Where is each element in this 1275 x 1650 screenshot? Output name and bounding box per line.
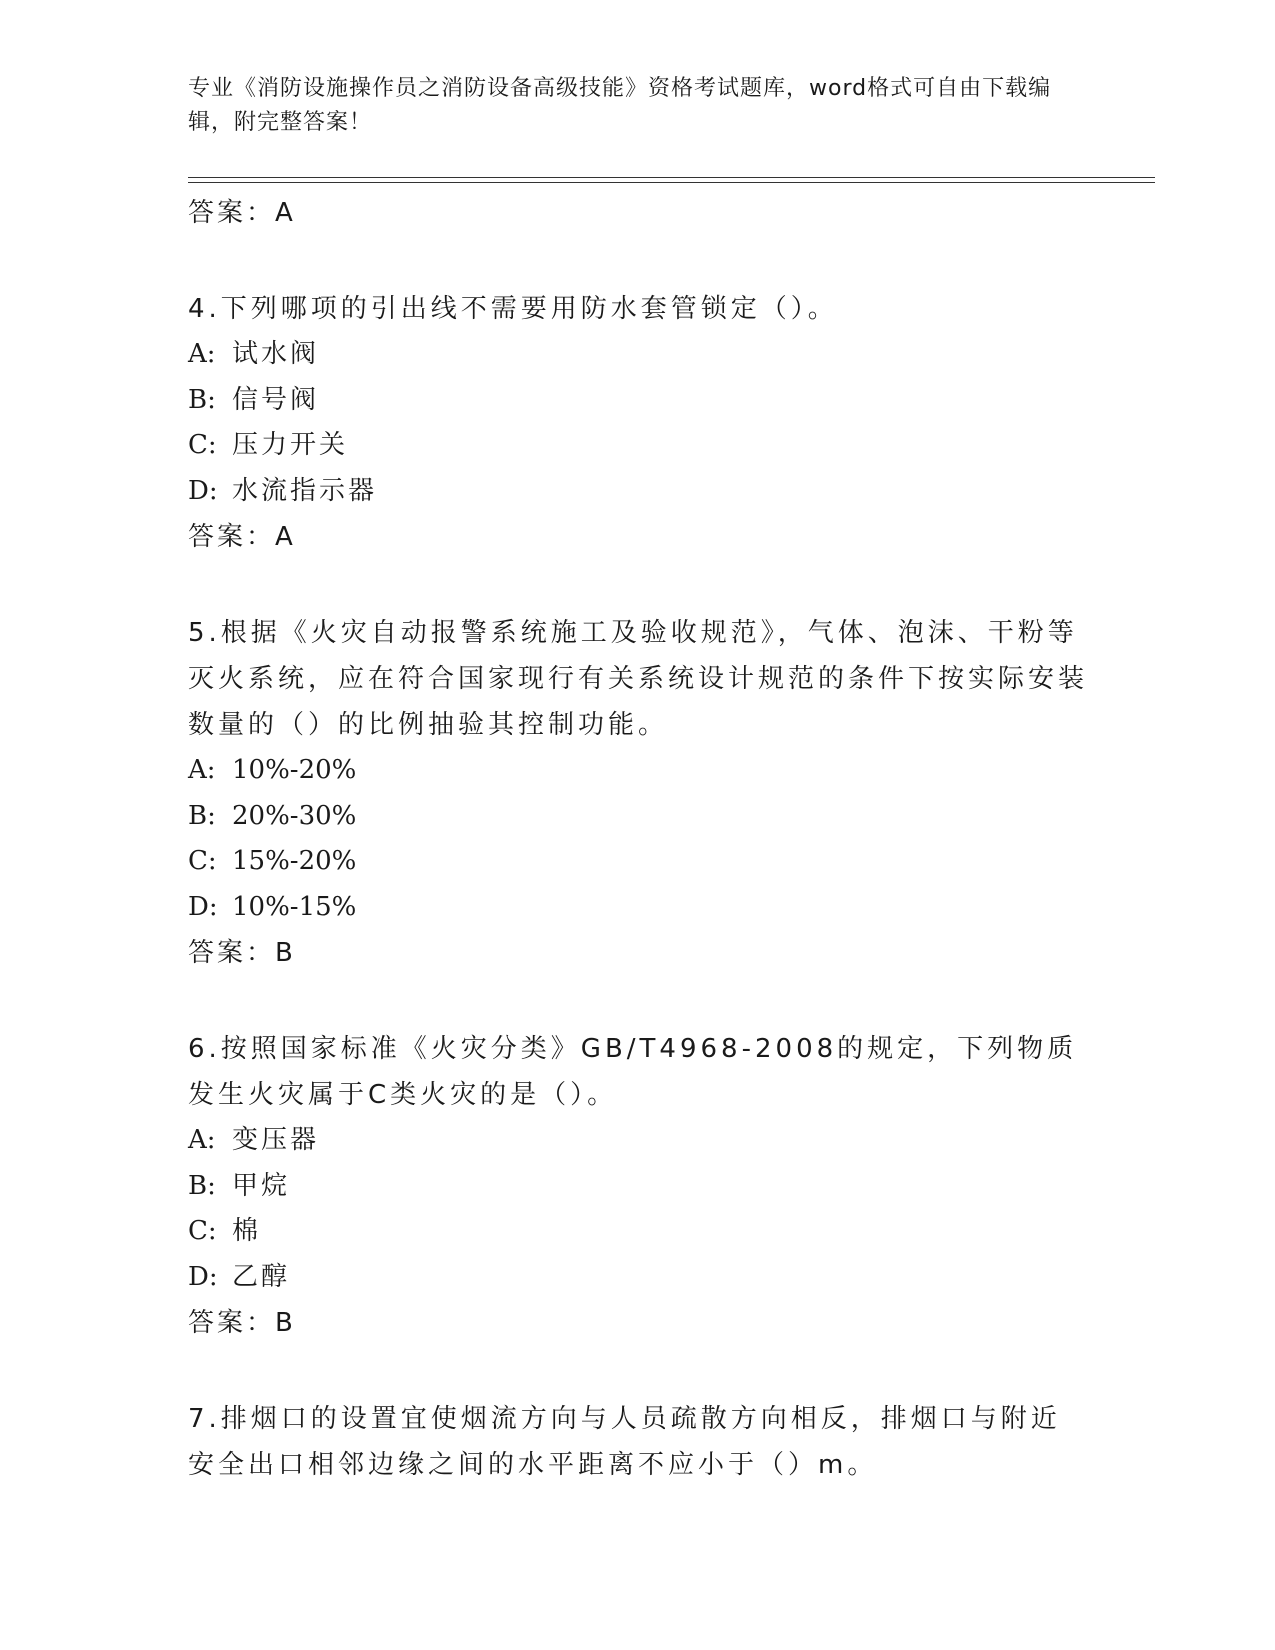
option-a <box>188 1118 1088 1164</box>
question-text: 5.根据《火灾自动报警系统施工及验收规范》，气体、泡沫、干粉等灭火系统，应在符合国家现行有关系统设计规范的条件下按实际安装数量的（）的比例抽验其控制功能。 <box>188 618 1089 740</box>
answer-label: 答案： <box>188 1308 276 1338</box>
question-block <box>188 286 1088 560</box>
option-value: 10%-20% <box>232 755 357 785</box>
option-d <box>188 469 1088 515</box>
option-value: 甲烷 <box>232 1170 291 1201</box>
option-key: D: <box>188 891 218 922</box>
option-value: 15%-20% <box>232 846 357 876</box>
answer-line <box>188 514 1088 560</box>
option-key: C: <box>188 846 217 876</box>
option-key: C: <box>188 430 217 460</box>
answer-value: B <box>275 938 294 968</box>
option-a <box>188 748 1088 794</box>
option-value: 试水阀 <box>232 339 320 369</box>
option-c <box>188 839 1088 885</box>
answer-line <box>188 930 1088 976</box>
option-value: 信号阀 <box>232 384 320 415</box>
option-b <box>188 794 1088 840</box>
option-key: B: <box>188 384 216 415</box>
question-text: 4.下列哪项的引出线不需要用防水套管锁定（）。 <box>188 294 838 324</box>
answer-value: B <box>275 1308 294 1338</box>
option-b <box>188 1164 1088 1210</box>
option-key: A: <box>188 1125 216 1155</box>
option-value: 棉 <box>232 1216 262 1246</box>
header-divider-bottom <box>188 182 1155 183</box>
question-block <box>188 610 1088 976</box>
option-c <box>188 423 1088 469</box>
option-value: 20%-30% <box>232 800 357 831</box>
option-value: 变压器 <box>232 1125 320 1155</box>
document-body <box>188 190 1088 1488</box>
option-key: D: <box>188 475 218 506</box>
answer-line <box>188 190 1088 236</box>
option-key: C: <box>188 1216 217 1246</box>
option-key: B: <box>188 1170 216 1201</box>
option-key: A: <box>188 339 216 369</box>
answer-value: A <box>275 522 294 552</box>
answer-label: 答案： <box>188 938 276 968</box>
question-block <box>188 1026 1088 1346</box>
option-value: 10%-15% <box>232 891 357 922</box>
question-block <box>188 1396 1088 1488</box>
option-value: 乙醇 <box>232 1261 291 1292</box>
page-header: 专业《消防设施操作员之消防设备高级技能》资格考试题库，word格式可自由下载编辑，附完整答案！ <box>188 76 1052 135</box>
option-key: A: <box>188 755 216 785</box>
option-d <box>188 1255 1088 1301</box>
option-value: 压力开关 <box>232 430 349 460</box>
option-b <box>188 378 1088 424</box>
option-value: 水流指示器 <box>232 475 378 506</box>
question-text: 6.按照国家标准《火灾分类》GB/T4968-2008的规定，下列物质发生火灾属于C类火灾的是（）。 <box>188 1034 1078 1110</box>
header-divider-top <box>188 177 1155 178</box>
option-key: B: <box>188 800 216 831</box>
option-key: D: <box>188 1261 218 1292</box>
answer-value: A <box>275 198 294 228</box>
option-c <box>188 1209 1088 1255</box>
answer-line <box>188 1300 1088 1346</box>
option-a <box>188 332 1088 378</box>
question-text: 7.排烟口的设置宜使烟流方向与人员疏散方向相反，排烟口与附近安全出口相邻边缘之间的水平距离不应小于（）m。 <box>188 1404 1061 1480</box>
answer-label: 答案： <box>188 198 276 228</box>
answer-label: 答案： <box>188 522 276 552</box>
option-d <box>188 885 1088 931</box>
